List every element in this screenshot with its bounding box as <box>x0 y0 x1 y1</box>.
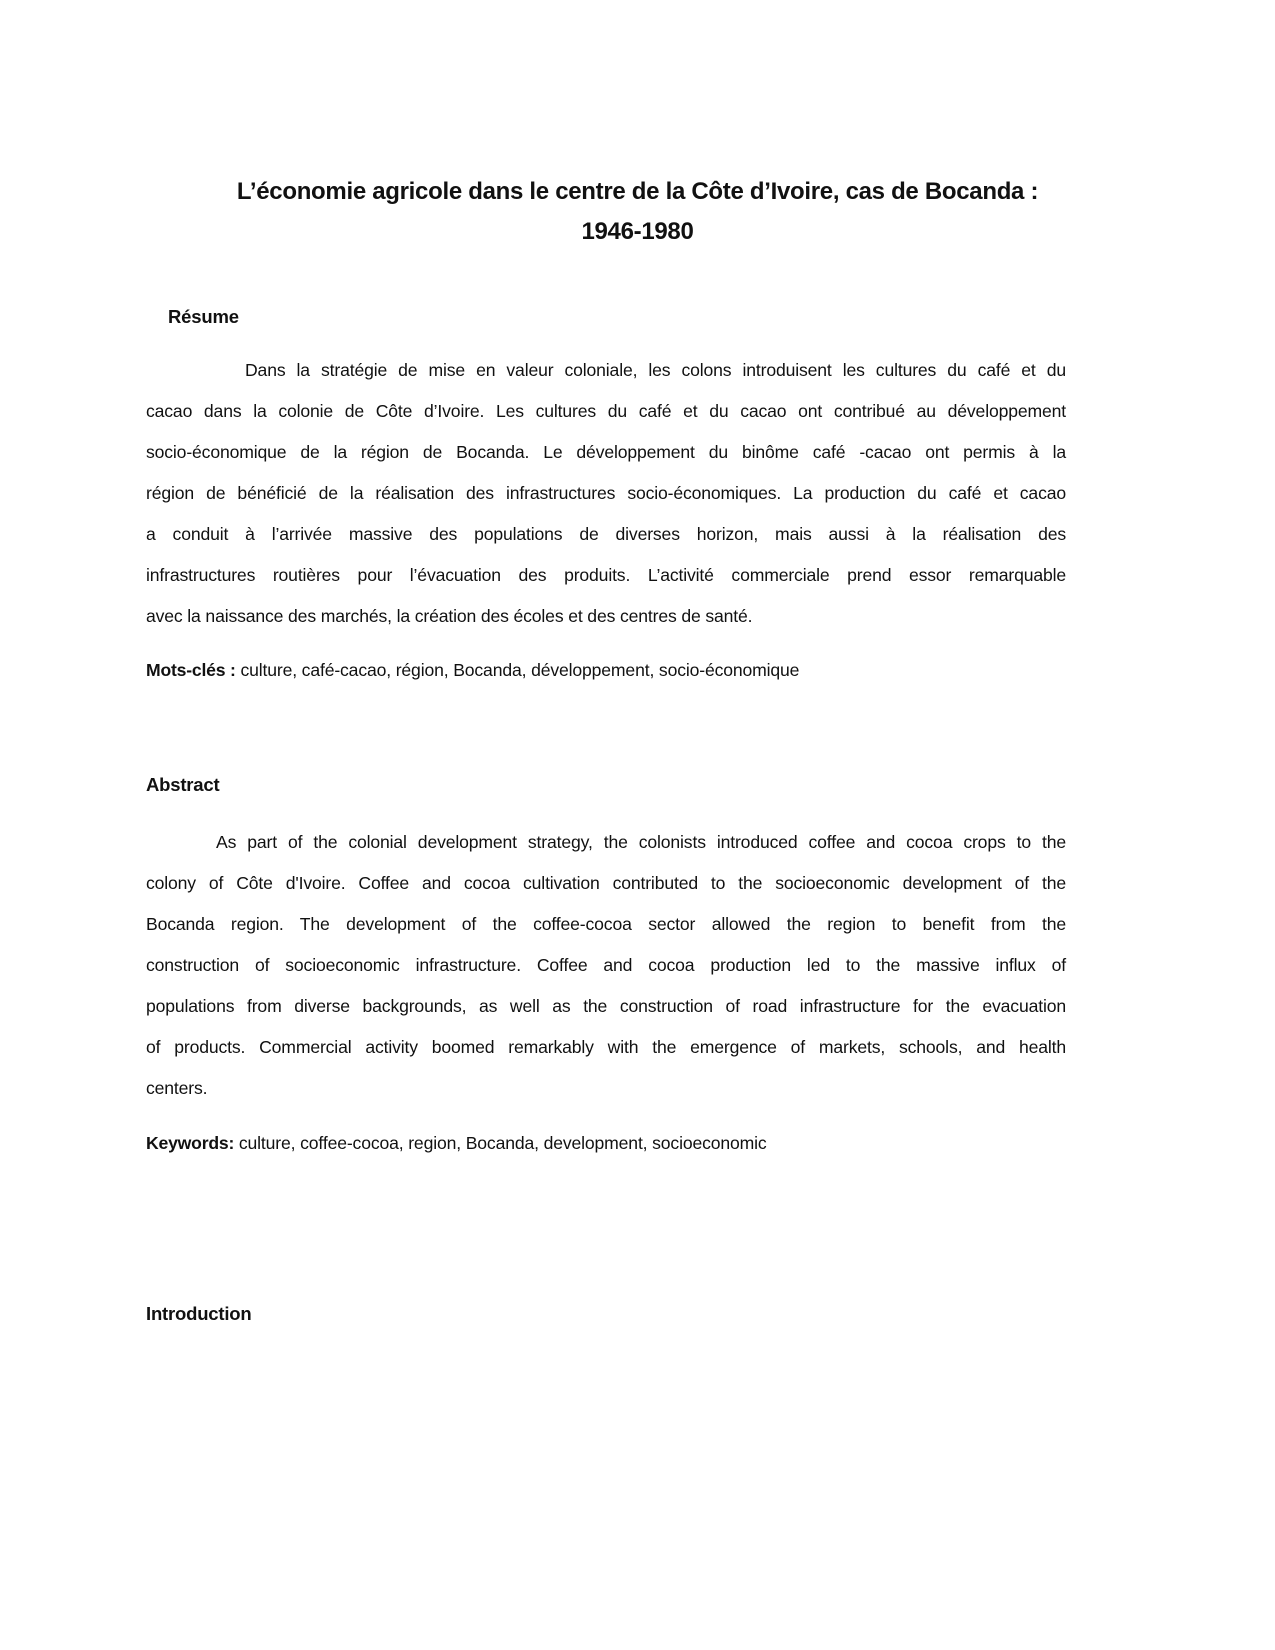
abstract-line: of products. Commercial activity boomed remarkably with the emergence of markets, schools, and health <box>146 1037 1066 1057</box>
keywords-text: culture, café-cacao, région, Bocanda, développement, socio-économique <box>235 660 800 680</box>
document-title <box>100 172 1175 252</box>
introduction-heading: Introduction <box>146 1303 252 1324</box>
title-line-2: 1946-1980 <box>581 218 694 245</box>
keywords-text: culture, coffee-cocoa, region, Bocanda, development, socioeconomic <box>234 1133 767 1153</box>
resume-line: cacao dans la colonie de Côte d’Ivoire. Les cultures du café et du cacao ont contribué au développement <box>146 401 1066 421</box>
resume-line: avec la naissance des marchés, la création des écoles et des centres de santé. <box>146 606 753 626</box>
resume-keywords <box>146 660 799 681</box>
resume-line: socio-économique de la région de Bocanda. Le développement du binôme café -cacao ont permis à la <box>146 442 1066 462</box>
abstract-line: colony of Côte d'Ivoire. Coffee and cocoa cultivation contributed to the socioeconomic development of the <box>146 873 1066 893</box>
abstract-paragraph <box>146 822 1066 1109</box>
keywords-label: Keywords: <box>146 1133 235 1153</box>
resume-line: Dans la stratégie de mise en valeur coloniale, les colons introduisent les cultures du café et du <box>245 360 1066 380</box>
keywords-label: Mots-clés : <box>146 660 236 680</box>
abstract-line: construction of socioeconomic infrastructure. Coffee and cocoa production led to the massive influx of <box>146 955 1066 975</box>
abstract-line: centers. <box>146 1078 208 1098</box>
abstract-keywords <box>146 1133 767 1154</box>
resume-line: région de bénéficié de la réalisation des infrastructures socio-économiques. La production du café et cacao <box>146 483 1066 503</box>
abstract-heading: Abstract <box>146 774 220 795</box>
resume-paragraph <box>146 350 1066 637</box>
abstract-line: As part of the colonial development strategy, the colonists introduced coffee and cocoa crops to the <box>216 832 1066 852</box>
abstract-line: populations from diverse backgrounds, as well as the construction of road infrastructure for the evacuation <box>146 996 1066 1016</box>
resume-heading: Résume <box>168 306 239 327</box>
title-line-1: L’économie agricole dans le centre de la Côte d’Ivoire, cas de Bocanda : <box>236 178 1039 205</box>
resume-line: a conduit à l’arrivée massive des populations de diverses horizon, mais aussi à la réalisation des <box>146 524 1066 544</box>
abstract-line: Bocanda region. The development of the coffee-cocoa sector allowed the region to benefit from the <box>146 914 1066 934</box>
resume-line: infrastructures routières pour l’évacuation des produits. L’activité commerciale prend essor remarquable <box>146 565 1066 585</box>
